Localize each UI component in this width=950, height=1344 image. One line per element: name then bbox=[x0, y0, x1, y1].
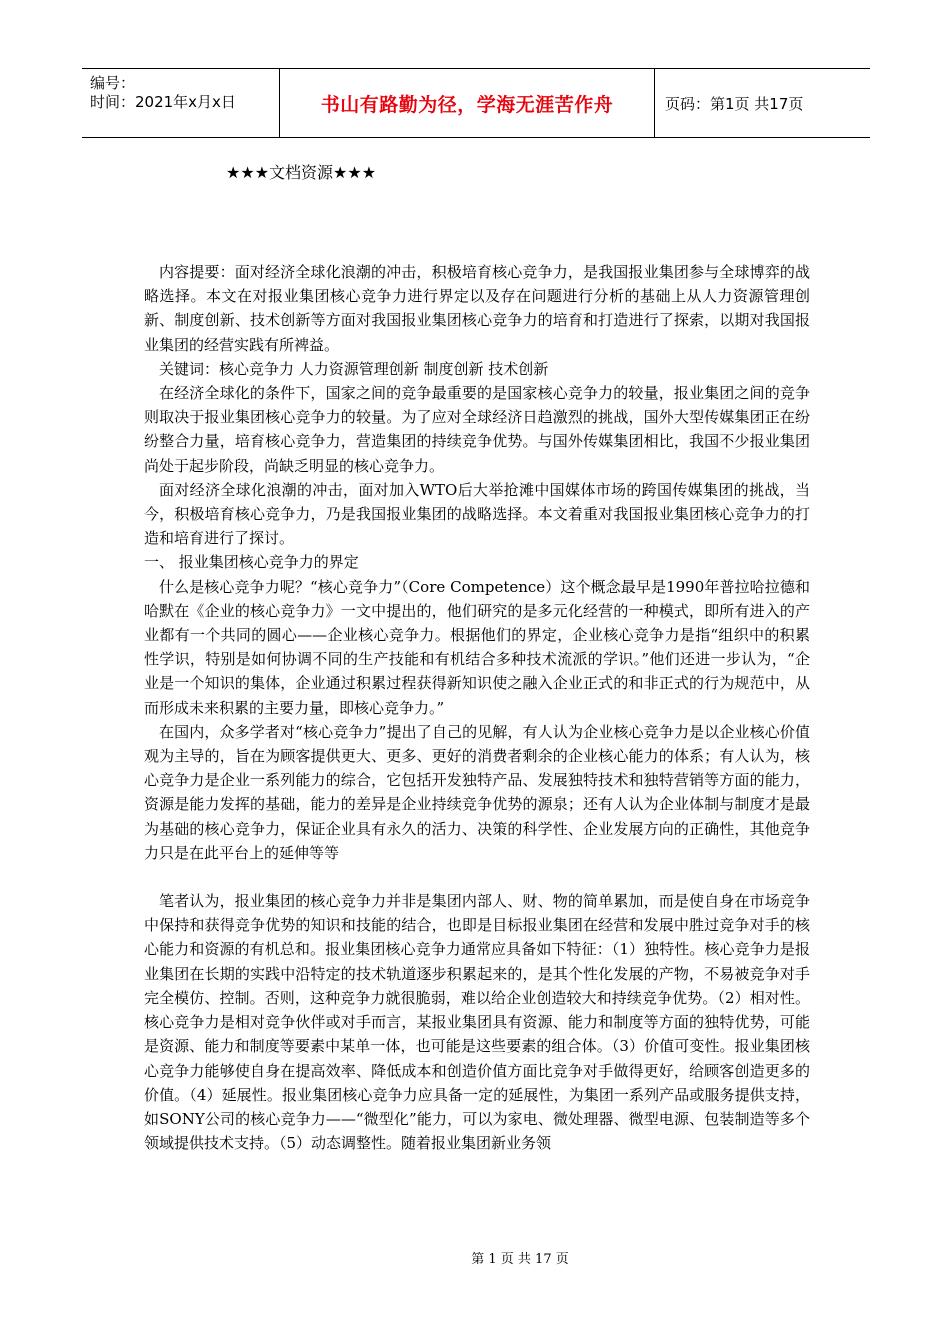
header-motto: 书山有路勤为径，学海无涯苦作舟 bbox=[280, 69, 655, 137]
header-meta bbox=[82, 69, 280, 137]
section-heading: 一、 报业集团核心竞争力的界定 bbox=[144, 553, 359, 572]
document-date-label: 时间：2021年x月x日 bbox=[90, 93, 236, 111]
page-footer: 第 1 页 共 17 页 bbox=[471, 1252, 569, 1267]
body-paragraph: 在经济全球化的条件下，国家之间的竞争最重要的是国家核心竞争力的较量，报业集团之间的竞争则取决于报业集团核心竞争力的较量。为了应对全球经济日趋激烈的挑战，国外大型传媒集团正在纷纷整合力量，培育核心竞争力，营造集团的持续竞争优势。与国外传媒集团相比，我国不少报业集团尚处于起步阶段，尚缺乏明显的核心竞争力。 bbox=[144, 384, 810, 475]
document-banner: ★★★文档资源★★★ bbox=[226, 163, 377, 182]
body-paragraph: 面对经济全球化浪潮的冲击，面对加入WTO后大举抢滩中国媒体市场的跨国传媒集团的挑战，当今，积极培育核心竞争力，乃是我国报业集团的战略选择。本文着重对我国报业集团核心竞争力的打造和培育进行了探讨。 bbox=[144, 480, 810, 548]
document-number-label: 编号： bbox=[90, 74, 136, 92]
body-paragraph: 什么是核心竞争力呢？“核心竞争力”（Core Competence）这个概念最早是1990年普拉哈拉德和哈默在《企业的核心竞争力》一文中提出的，他们研究的是多元化经营的一种模式，即所有进入的产业都有一个共同的圆心——企业核心竞争力。根据他们的界定，企业核心竞争力是指“组织中的积累性学识，特别是如何协调不同的生产技能和有机结合多种技术流派的学识。”他们还进一步认为，“企业是一个知识的集体，企业通过积累过程获得新知识使之融入企业正式的和非正式的行为规范中，从而形成未来积累的主要力量，即核心竞争力。” bbox=[144, 577, 810, 717]
abstract-paragraph: 内容提要：面对经济全球化浪潮的冲击，积极培育核心竞争力，是我国报业集团参与全球博弈的战略选择。本文在对报业集团核心竞争力进行界定以及存在问题进行分析的基础上从人力资源管理创新、制度创新、技术创新等方面对我国报业集团核心竞争力的培育和打造进行了探索，以期对我国报业集团的经营实践有所裨益。 bbox=[144, 263, 810, 354]
keywords-paragraph: 关键词：核心竞争力 人力资源管理创新 制度创新 技术创新 bbox=[159, 359, 549, 378]
body-paragraph: 在国内，众多学者对“核心竞争力”提出了自己的见解，有人认为企业核心竞争力是以企业核心价值观为主导的，旨在为顾客提供更大、更多、更好的消费者剩余的企业核心能力的体系；有人认为，核心竞争力是企业一系列能力的综合，它包括开发独特产品、发展独特技术和独特营销等方面的能力，资源是能力发挥的基础，能力的差异是企业持续竞争优势的源泉；还有人认为企业体制与制度才是最为基础的核心竞争力，保证企业具有永久的活力、决策的科学性、企业发展方向的正确性，其他竞争力只是在此平台上的延伸等等 bbox=[144, 722, 810, 862]
document-body bbox=[144, 260, 810, 1155]
body-paragraph: 笔者认为，报业集团的核心竞争力并非是集团内部人、财、物的简单累加，而是使自身在市场竞争中保持和获得竞争优势的知识和技能的结合，也即是目标报业集团在经营和发展中胜过竞争对手的核心能力和资源的有机总和。报业集团核心竞争力通常应具备如下特征：（1）独特性。核心竞争力是报业集团在长期的实践中沿特定的技术轨道逐步积累起来的，是其个性化发展的产物，不易被竞争对手完全模仿、控制。否则，这种竞争力就很脆弱，难以给企业创造较大和持续竞争优势。（2）相对性。核心竞争力是相对竞争伙伴或对手而言，某报业集团具有资源、能力和制度等方面的独特优势，可能是资源、能力和制度等要素中某单一体，也可能是这些要素的组合体。（3）价值可变性。报业集团核心竞争力能够使自身在提高效率、降低成本和创造价值方面比竞争对手做得更好，给顾客创造更多的价值。（4）延展性。报业集团核心竞争力应具备一定的延展性，为集团一系列产品或服务提供支持，如SONY公司的核心竞争力——“微型化”能力，可以为家电、微处理器、微型电源、包装制造等多个领域提供技术支持。（5）动态调整性。随着报业集团新业务领 bbox=[144, 892, 810, 1153]
header-page-info: 页码：第1页 共17页 bbox=[665, 94, 804, 113]
document-header bbox=[82, 68, 870, 138]
